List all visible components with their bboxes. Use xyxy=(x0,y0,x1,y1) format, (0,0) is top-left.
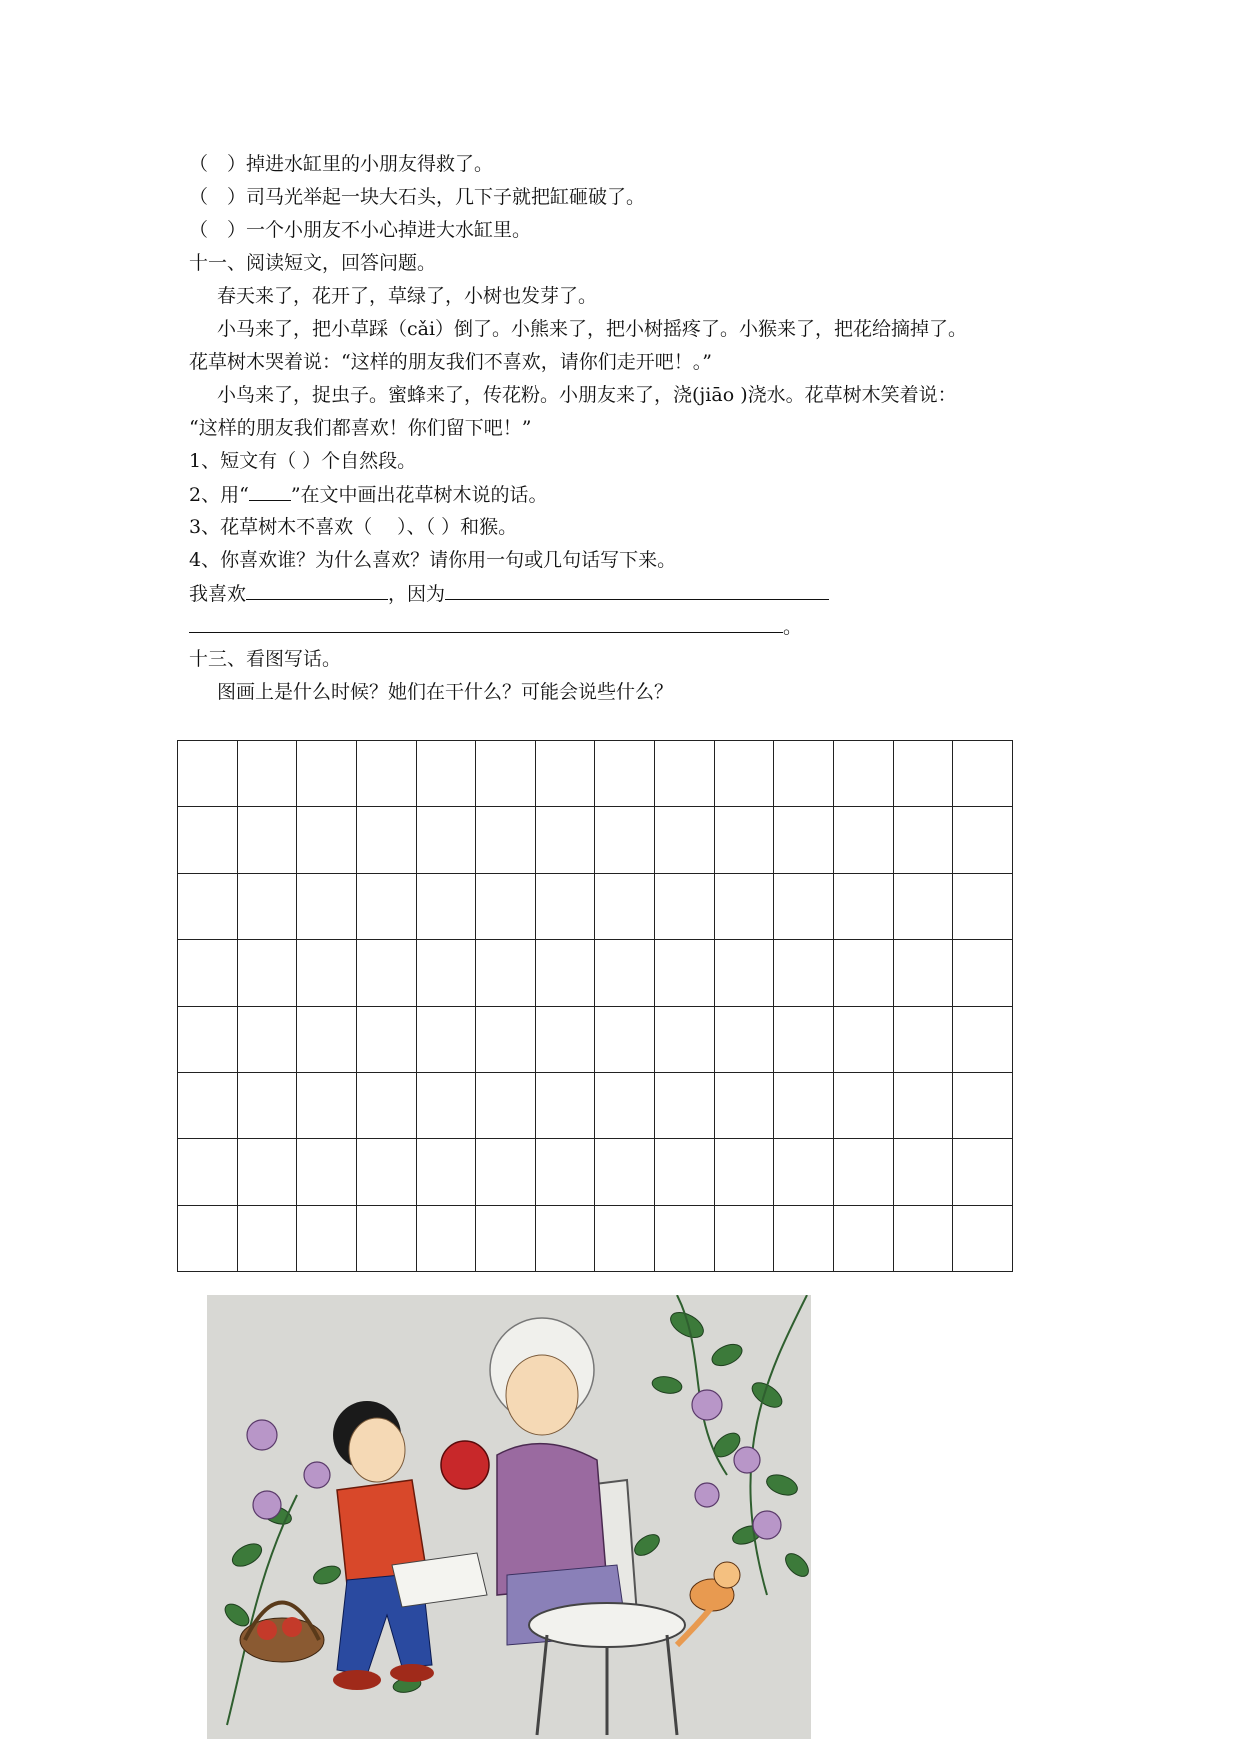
grid-row xyxy=(178,940,1013,1006)
grid-row xyxy=(178,873,1013,939)
grid-cell[interactable] xyxy=(893,741,953,807)
grid-cell[interactable] xyxy=(356,1006,416,1072)
grid-cell[interactable] xyxy=(953,1205,1013,1271)
grid-cell[interactable] xyxy=(416,1139,476,1205)
grid-cell[interactable] xyxy=(655,1072,715,1138)
grid-cell[interactable] xyxy=(714,1205,774,1271)
grid-cell[interactable] xyxy=(774,873,834,939)
question-2 xyxy=(189,482,548,507)
answer-i-like-label: 我喜欢 xyxy=(189,583,247,605)
sequence-item-1: （ ）掉进水缸里的小朋友得救了。 xyxy=(189,153,494,175)
grid-cell[interactable] xyxy=(356,940,416,1006)
sequence-item-3: （ ）一个小朋友不小心掉进大水缸里。 xyxy=(189,219,532,241)
grid-cell[interactable] xyxy=(356,741,416,807)
sequence-item-2: （ ）司马光举起一块大石头，几下子就把缸砸破了。 xyxy=(189,186,646,208)
grid-cell[interactable] xyxy=(595,873,655,939)
answer-blank-continued[interactable] xyxy=(189,614,783,633)
question-2-prefix: 2、用“ xyxy=(189,484,249,506)
question-2-suffix: ”在文中画出花草树木说的话。 xyxy=(290,484,548,506)
grid-cell[interactable] xyxy=(178,807,238,873)
grid-cell[interactable] xyxy=(416,1205,476,1271)
grid-cell[interactable] xyxy=(297,940,357,1006)
grid-row xyxy=(178,741,1013,807)
grid-cell[interactable] xyxy=(774,1139,834,1205)
grid-cell[interactable] xyxy=(655,1006,715,1072)
grid-cell[interactable] xyxy=(714,1139,774,1205)
grid-cell[interactable] xyxy=(953,940,1013,1006)
grid-cell[interactable] xyxy=(595,1072,655,1138)
section-13-title: 十三、看图写话。 xyxy=(189,648,342,670)
section-13-prompt: 图画上是什么时候？她们在干什么？可能会说些什么？ xyxy=(217,681,674,703)
grid-cell[interactable] xyxy=(476,873,536,939)
grid-cell[interactable] xyxy=(178,1072,238,1138)
grid-cell[interactable] xyxy=(655,1205,715,1271)
grid-cell[interactable] xyxy=(297,1072,357,1138)
passage-paragraph-2b: 花草树木哭着说：“这样的朋友我们不喜欢，请你们走开吧！。” xyxy=(189,351,712,373)
grid-cell[interactable] xyxy=(237,1139,297,1205)
grid-cell[interactable] xyxy=(356,873,416,939)
grid-cell[interactable] xyxy=(356,1139,416,1205)
grid-cell[interactable] xyxy=(476,741,536,807)
grid-cell[interactable] xyxy=(774,741,834,807)
grid-cell[interactable] xyxy=(774,807,834,873)
grid-cell[interactable] xyxy=(297,1006,357,1072)
grid-row xyxy=(178,1006,1013,1072)
answer-blank-who[interactable] xyxy=(246,581,388,600)
grid-cell[interactable] xyxy=(356,1205,416,1271)
grid-cell[interactable] xyxy=(237,807,297,873)
grid-cell[interactable] xyxy=(714,1072,774,1138)
grid-cell[interactable] xyxy=(595,807,655,873)
grid-cell[interactable] xyxy=(535,940,595,1006)
grid-cell[interactable] xyxy=(297,1139,357,1205)
passage-paragraph-3a: 小鸟来了，捉虫子。蜜蜂来了，传花粉。小朋友来了，浇(jiāo )浇水。花草树木笑着说： xyxy=(217,384,957,406)
grid-cell[interactable] xyxy=(774,1072,834,1138)
grid-cell[interactable] xyxy=(953,741,1013,807)
grid-cell[interactable] xyxy=(953,1006,1013,1072)
question-1: 1、短文有（ ）个自然段。 xyxy=(189,450,417,472)
section-11-title: 十一、阅读短文，回答问题。 xyxy=(189,252,437,274)
grid-cell[interactable] xyxy=(893,873,953,939)
grid-cell[interactable] xyxy=(893,1072,953,1138)
grid-cell[interactable] xyxy=(774,1006,834,1072)
grid-cell[interactable] xyxy=(416,1006,476,1072)
grid-cell[interactable] xyxy=(237,1006,297,1072)
grid-cell[interactable] xyxy=(237,1205,297,1271)
grid-cell[interactable] xyxy=(655,741,715,807)
passage-paragraph-3b: “这样的朋友我们都喜欢！你们留下吧！” xyxy=(189,417,532,439)
grid-cell[interactable] xyxy=(595,1006,655,1072)
grid-cell[interactable] xyxy=(714,1006,774,1072)
question-4-answer-line-2 xyxy=(189,614,802,639)
grid-cell[interactable] xyxy=(834,1072,894,1138)
grid-cell[interactable] xyxy=(714,873,774,939)
grid-cell[interactable] xyxy=(416,741,476,807)
grid-cell[interactable] xyxy=(714,940,774,1006)
grid-cell[interactable] xyxy=(834,1006,894,1072)
grid-cell[interactable] xyxy=(893,1006,953,1072)
grid-cell[interactable] xyxy=(595,940,655,1006)
grid-cell[interactable] xyxy=(774,1205,834,1271)
grid-cell[interactable] xyxy=(535,1072,595,1138)
grid-cell[interactable] xyxy=(655,873,715,939)
grid-cell[interactable] xyxy=(356,1072,416,1138)
grid-cell[interactable] xyxy=(834,940,894,1006)
grid-cell[interactable] xyxy=(178,873,238,939)
grid-cell[interactable] xyxy=(893,1205,953,1271)
grid-cell[interactable] xyxy=(535,1205,595,1271)
grid-cell[interactable] xyxy=(416,1072,476,1138)
grid-cell[interactable] xyxy=(178,1006,238,1072)
grid-cell[interactable] xyxy=(535,741,595,807)
grid-cell[interactable] xyxy=(535,873,595,939)
grid-cell[interactable] xyxy=(297,807,357,873)
grid-cell[interactable] xyxy=(237,940,297,1006)
grid-cell[interactable] xyxy=(237,873,297,939)
grid-cell[interactable] xyxy=(237,1072,297,1138)
grid-cell[interactable] xyxy=(297,873,357,939)
grid-cell[interactable] xyxy=(953,873,1013,939)
boy-giving-apple-to-grandma-image xyxy=(207,1295,811,1739)
grid-cell[interactable] xyxy=(953,1139,1013,1205)
grid-cell[interactable] xyxy=(655,1139,715,1205)
question-3: 3、花草树木不喜欢（ ）、（ ）和猴。 xyxy=(189,516,518,538)
answer-because-label: ，因为 xyxy=(388,583,446,605)
grid-cell[interactable] xyxy=(595,1205,655,1271)
grid-row xyxy=(178,1139,1013,1205)
grid-cell[interactable] xyxy=(595,741,655,807)
grid-cell[interactable] xyxy=(535,1006,595,1072)
grid-cell[interactable] xyxy=(834,1205,894,1271)
grid-cell[interactable] xyxy=(297,1205,357,1271)
grid-row xyxy=(178,807,1013,873)
grid-cell[interactable] xyxy=(476,1072,536,1138)
grid-cell[interactable] xyxy=(834,1139,894,1205)
grid-cell[interactable] xyxy=(714,807,774,873)
grid-cell[interactable] xyxy=(416,940,476,1006)
grid-cell[interactable] xyxy=(178,1205,238,1271)
question-4-answer-line-1 xyxy=(189,581,829,606)
grid-cell[interactable] xyxy=(834,807,894,873)
grid-cell[interactable] xyxy=(476,807,536,873)
story-illustration xyxy=(207,1295,811,1739)
grid-cell[interactable] xyxy=(356,807,416,873)
grid-cell[interactable] xyxy=(237,741,297,807)
grid-cell[interactable] xyxy=(178,1139,238,1205)
answer-end-mark: 。 xyxy=(783,616,803,638)
grid-cell[interactable] xyxy=(297,741,357,807)
grid-row xyxy=(178,1205,1013,1271)
passage-paragraph-2a: 小马来了，把小草踩（cǎi）倒了。小熊来了，把小树摇疼了。小猴来了，把花给摘掉了。 xyxy=(217,318,968,340)
underline-sample xyxy=(249,482,291,501)
grid-cell[interactable] xyxy=(476,1006,536,1072)
grid-cell[interactable] xyxy=(476,940,536,1006)
question-4: 4、你喜欢谁？为什么喜欢？请你用一句或几句话写下来。 xyxy=(189,549,677,571)
grid-cell[interactable] xyxy=(893,940,953,1006)
passage-paragraph-1: 春天来了，花开了，草绿了，小树也发芽了。 xyxy=(217,285,598,307)
grid-cell[interactable] xyxy=(535,807,595,873)
grid-cell[interactable] xyxy=(535,1139,595,1205)
grid-cell[interactable] xyxy=(416,807,476,873)
grid-cell[interactable] xyxy=(476,1139,536,1205)
answer-blank-because[interactable] xyxy=(445,581,829,600)
grid-cell[interactable] xyxy=(953,1072,1013,1138)
grid-cell[interactable] xyxy=(178,741,238,807)
grid-cell[interactable] xyxy=(178,940,238,1006)
grid-cell[interactable] xyxy=(714,741,774,807)
grid-cell[interactable] xyxy=(774,940,834,1006)
grid-cell[interactable] xyxy=(834,873,894,939)
grid-cell[interactable] xyxy=(655,807,715,873)
grid-cell[interactable] xyxy=(595,1139,655,1205)
grid-cell[interactable] xyxy=(834,741,894,807)
grid-row xyxy=(178,1072,1013,1138)
grid-cell[interactable] xyxy=(655,940,715,1006)
grid-cell[interactable] xyxy=(893,1139,953,1205)
grid-cell[interactable] xyxy=(476,1205,536,1271)
grid-cell[interactable] xyxy=(893,807,953,873)
grid-cell[interactable] xyxy=(953,807,1013,873)
writing-grid xyxy=(177,740,1013,1272)
grid-cell[interactable] xyxy=(416,873,476,939)
